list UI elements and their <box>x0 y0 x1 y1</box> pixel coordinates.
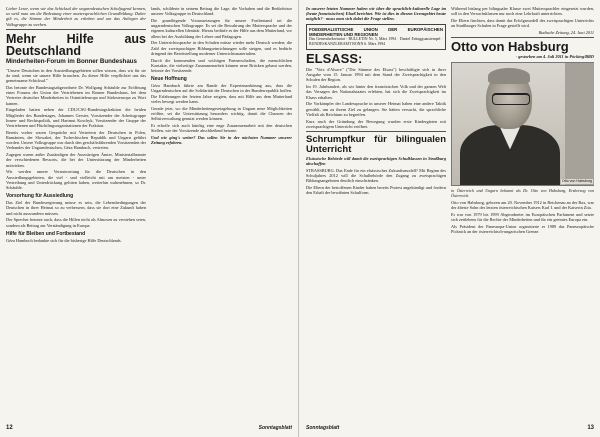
section-heading: Hilfe für Bleiben und Fortbestand <box>6 230 86 237</box>
paragraph: Zugegen waren außer Zuständigen der Auswärtigen Ämter, Ministerialbeamte der verschiedenen Ressorts, die bei der Unterstützung der Minderheiten mitwirken. <box>6 152 146 168</box>
section-heading: Neue Hoffnung <box>151 76 187 83</box>
paragraph: Bereits vorher waren Gespräche mit Vertretern der Deutschen in Polen, Rumänien, der Slowakei, der Tschechischen Republik und Ungarn geführt worden. Unsere Volksgruppe war durch den geschäftsführenden Vorsitzenden der Verbandes der Ungarndeutschen, Géza Hambuch, vertreten. <box>6 129 146 151</box>
masthead: Sonntagsblatt <box>306 425 340 431</box>
closing-question: Und wie ging's weiter? Das sollen Sie in der nächsten Nummer unserer Zeitung erfahren. <box>151 134 292 146</box>
paragraph: Géza Hambuch bedankte sich für die bisherige Hilfe Deutschlands. <box>6 237 122 243</box>
paragraph: Die Eltern der betroffenen Kinder haben bereits Protest angekündigt und fordern den Erhalt der bewährten Schulform. <box>306 185 446 196</box>
right-page <box>300 0 600 437</box>
page-number: 13 <box>587 425 594 431</box>
divider <box>6 29 146 30</box>
paragraph: Durch die kommenden und wichtigen Partnerschaften, die menschlichen Kontakte, die vielseitige Zusammenarbeit können neue Brücken gebaut werden, betonte der Vorsitzende. <box>151 57 292 74</box>
paragraph: Eingeladen hatten neben der CDU/CSU-Bundestagsfraktion die beiden Mitglieder des Bundestages, Johannes Gerster, Vorsitzender der Arbeitsgruppe Innen- und Rechtspolitik, und Hartmut Koschyk, Vorsitzender der Gruppe der Vertriebenen und Flüchtlingsorganisationen der Fraktion. <box>6 107 146 129</box>
paragraph: Kurz nach der Gründung der Bewegung wurden erste Kindergärten mit zweisprachigem Unterricht eröffnet. <box>306 118 446 129</box>
bulletin-meta: Das Generalsekretariat - BULLETIN Nr. 5, März 1994 · Daniel Ertinggsaustempel · BUNDESKANZLERAMT BONN 6. März 1994 <box>309 37 443 47</box>
subheadline: Minderheiten-Forum im Bonner Bundeshaus <box>6 57 137 65</box>
source-line: Badische Zeitung, 24. Juni 2011 <box>538 30 594 35</box>
paragraph: Die grundlegende Voraussetzungen für unsere Fortbestand sei die ungarndeutschen Volksgruppe. Es sei die Bewahrung der Muttersprache und der eigenen kulturellen Identität. Hierzu bedürfe es der Hilfe aus dem Mutterland, vor allem bei der Ausbildung der Lehrer und Pädagogen. <box>151 18 292 39</box>
paragraph: Er war von 1979 bis 1999 Abgeordneter im Europäischen Parlament und setzte sich zeitlebens für die Rechte der Minderheiten und für ein geeintes Europa ein. <box>451 212 594 223</box>
left-column-2 <box>151 6 292 415</box>
divider <box>306 131 446 132</box>
section-heading: Vorsorhung für Aussiedlung <box>6 193 74 200</box>
portrait-photo <box>451 62 594 186</box>
bulletin-title: FOEDERALISTISCHE UNION DER EUROPÄISCHEN MINDERHEITEN UND REGIONEN <box>309 26 443 38</box>
otto-subheading: - gestorben am 4. Juli 2011 in Pöcking/BRD <box>515 54 594 60</box>
photo-credit: Otto von Habsburg <box>561 179 592 184</box>
paragraph: Gerade jetzt, wo die Minderheitengesetzgebung in Ungarn neue Möglichkeiten eröffne, sei die Unterstützung besonders wichtig, damit die Chancen der Selbstverwaltung genutzt werden können. <box>151 105 292 122</box>
paragraph: Die Vorkämpfer der Landessprache in unserer Heimat haben eine andere Taktik gewählt, um zu ihrem Ziel zu gelangen. Sie hätten versucht, die sprachliche Vielfalt als Reichtum zu begreifen. <box>306 101 446 117</box>
intro-text: In unserer letzten Nummer haben wir über die sprachlich-kulturelle Lage im (heute französischen) Elsaß berichtet. Wie ist dies in diesem Grenzgebiet heute möglich? - muss man sich dabei die Frage stellen. <box>306 6 446 22</box>
schrumpf-heading: Schrumpfkur für bilingualen Unterricht <box>306 134 446 156</box>
paragraph: Wir werden unsere Verantwortung für die Deutschen in den Aussiedlungsgebieten, die viel - und vielleicht mit am meisten - unter Vertreibung und Unterdrückung gelitten haben, weiterhin wahrnehmen, so Dr. Schäuble. <box>6 169 146 191</box>
paragraph: Otto von Habsburg, geboren am 20. November 1912 in Reichenau an der Rax, war der älteste Sohn des letzten österreichischen Kaisers Karl I. und der Kaiserin Zita. <box>451 200 594 211</box>
paragraph: STRASSBURG. Das Ende für ein elsässisches Zukunftsmodell? Mit Beginn des Schuljahres 2012 will die Schulbehörde den Zugang zu zweisprachigen Bildungsangeboten deutlich einschränken. <box>306 168 446 184</box>
paragraph: Als Präsident der Paneuropa-Union organisierte er 1989 das Paneuropäische Picknick an der österreichisch-ungarischen Grenze. <box>451 224 594 235</box>
paragraph: Das betonte der Bundestagsabgeordnete Dr. Wolfgang Schäuble zur Eröffnung eines Forums der Union der Vertriebenen im Bonner Bundeshaus, bei dem Vertreter deutscher Minderheiten in Ostmitteleuropa und Südosteuropa zu Wort kamen. <box>6 85 146 106</box>
paragraph: Im 19. Jahrhundert, als wir hinter den französischen Volk und der ganzen Welt das Versagen des Nationalstaates erlebten, hat sich die Zweisprachigkeit im Elsass erhalten. <box>306 84 446 100</box>
paragraph: Er erhoffe sich auch künftig eine enge Zusammenarbeit mit den deutschen Stellen, wie der Vorsitzende abschließend betonte. <box>151 122 292 134</box>
paragraph: Die Eltern fürchten, dass damit das Erfolgsmodell des zweisprachigen Unterrichts an Straßburger Schulen in Frage gestellt wird. <box>451 18 594 29</box>
left-page <box>0 0 299 437</box>
masthead: Sonntagsblatt <box>258 425 292 431</box>
elsass-heading: ELSASS: <box>306 51 363 67</box>
paragraph: Die "Voix d'Alsace" ("Die Stimme des Elsass") beschäftigte sich in ihrer Ausgabe vom 15. Januar 1994 mit dem Stand der Zweisprachigkeit in den Schulen der Region. <box>306 67 446 83</box>
paragraph: Während bislang per bilingualer Klasse zwei Muttersprachler eingesetzt wurden, soll in den Versuchsklassen nur noch eine Lehrkraft unterrichten. <box>451 6 594 17</box>
paragraph: Der Unterrichtssprache in den Schulen müsse wieder mehr Deutsch werden; die Zahl der zweisprachigen Bildungseinrichtungen solle steigen, und es bedürfe dringend der Bereitstellung moderner Unterrichtsmaterialien. <box>151 40 292 56</box>
paragraph: Der Sprecher betonte auch, dass die Hilfen nicht als Almosen zu verstehen seien, sondern als Beitrag zur Verständigung in Europa. <box>6 217 146 228</box>
bulletin-box <box>306 24 446 50</box>
photo-caption: in Österreich und Ungarn bekannt als Dr. Otto von Habsburg, Erzherzog von Österreich. <box>451 188 594 199</box>
paragraph: Géza Hambuch führte am Rande der Expertenanhörung aus, dass die Ungarndeutschen auf die Solidarität der Deutschen in der Bundesrepublik hoffen. Die Erfahrungen der letzten Jahre zeigten, dass mit Hilfe aus dem Mutterland vieles bewegt werden kann. <box>151 83 292 104</box>
headline: Mehr Hilfe aus Deutschland <box>6 31 146 58</box>
paragraph: Das Ziel der Bundesregierung müsse es sein, die Lebensbedingungen der Deutschen in ihrer Heimat so zu verbessern, dass sie dort eine Zukunft haben und nicht auswandern müssen. <box>6 200 146 216</box>
paragraph: "Unsere Deutschen in den Aussiedlungsgebieten sollen wissen, dass wir für sie da sind, wenn sie unsere Hilfe brauchen. Zu dieser Hilfe verpflichtet uns das gemeinsame Schicksal." <box>6 67 146 84</box>
intro-text: Lieber Leser, wenn wir das Schicksal der ungarndeutschen Schuljugend kennen, so weiß man um die Bedeutung einer muttersprachlichen Grundbildung. Daher gilt es, die Stimme der Minderheit zu erheben und um das Anliegen der Volksgruppe zu werben. <box>6 6 146 27</box>
schrumpf-subheading: Elsässische Behörde will damit die zweisprachigen Schulklassen in Straßburg abschaffen <box>306 156 446 167</box>
right-column-2 <box>451 6 594 415</box>
divider <box>451 37 594 38</box>
paragraph: lands, schilderte in seinem Beitrag die Lage, die Vorhaben und die Bedürfnisse unserer Volksgruppe in Deutschland. <box>151 6 292 17</box>
otto-heading: Otto von Habsburg <box>451 39 569 55</box>
right-column-1 <box>306 6 446 415</box>
left-column-1 <box>6 6 146 415</box>
page-number: 12 <box>6 425 13 431</box>
